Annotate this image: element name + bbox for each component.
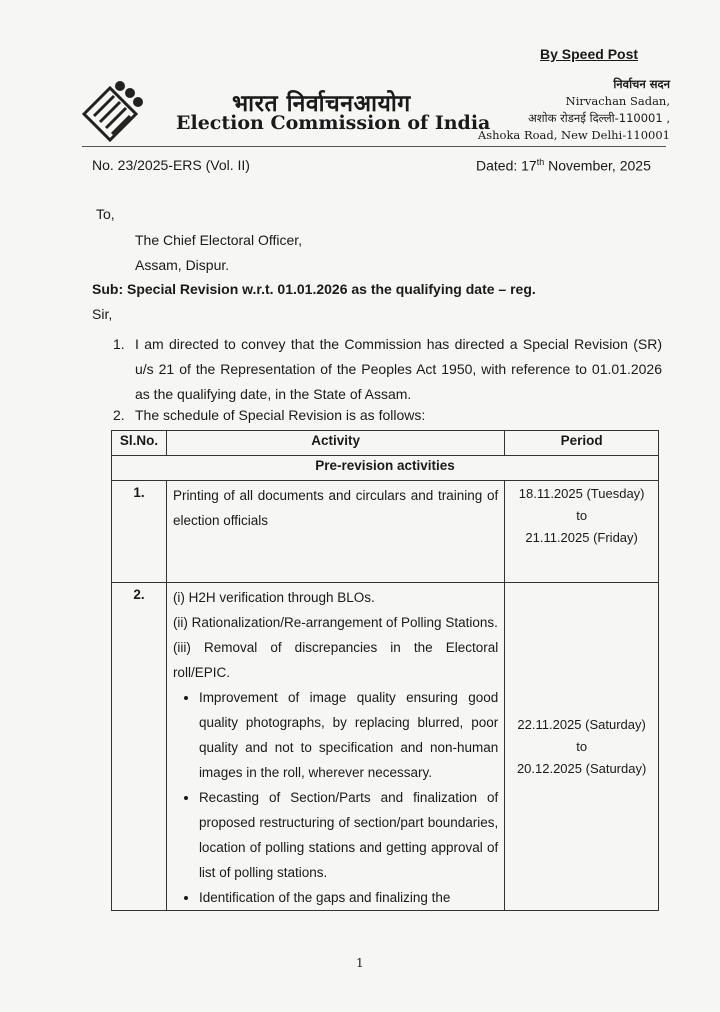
row-1-period-to: to [576,508,588,523]
row-1-activity: Printing of all documents and circulars and training of election officials [172,488,499,528]
para-2-text: The schedule of Special Revision is as follows: [135,407,426,423]
address-hindi-road: अशोक रोडनई दिल्ली-110001 , [528,111,670,125]
date-month-year: November, 2025 [544,157,651,174]
office-address [470,76,670,144]
header-period: Period [505,431,659,456]
table-header-row [112,431,659,456]
row-2-item-3: (iii) Removal of discrepancies in the Electoral roll/EPIC. [172,640,499,680]
recipient-line-1: The Chief Electoral Officer, [135,232,303,248]
address-hindi-name: निर्वाचन सदन [613,77,670,91]
recipient-line-2: Assam, Dispur. [135,257,230,273]
row-2-item-2: (ii) Rationalization/Re-arrangement of Polling Stations. [172,615,498,630]
list-item: • Recasting of Section/Parts and finalization of proposed restructuring of section/part boundaries, location of polling stations and getting approval of list of polling stations. [199,785,498,885]
header-activity: Activity [166,431,504,456]
row-2-activity-cell [166,583,504,911]
section-pre-revision: Pre-revision activities [112,456,659,481]
english-title: Election Commission of India [176,112,491,134]
address-english-name: Nirvachan Sadan, [565,94,670,108]
date-prefix: Dated: 17 [476,157,537,174]
table-row [112,583,659,911]
page-number: 1 [356,956,364,970]
list-item: • Improvement of image quality ensuring good quality photographs, by replacing blurred, poor quality and not to specification and non-human images in the roll, wherever necessary. [199,685,498,785]
para-1-text: I am directed to convey that the Commission has directed a Special Revision (SR) u/s 21 of the Representation of the Peoples Act 1950, with reference to 01.01.2026 as the qualifying date, in the State of Assam. [135,336,662,402]
speed-post-label: By Speed Post [540,46,639,62]
section-row [112,456,659,481]
list-item: • Identification of the gaps and finalizing the [199,885,498,910]
eci-logo-icon [80,74,146,144]
row-2-sl: 2. [112,583,167,911]
row-1-period-end: 21.11.2025 (Friday) [525,530,638,545]
row-1-activity-cell [166,481,504,583]
row-2-period-to: to [576,738,588,754]
reference-number: No. 23/2025-ERS (Vol. II) [92,157,250,173]
letter-date [476,157,651,174]
row-1-period [505,481,659,583]
row-2-period [505,583,659,911]
row-1-sl: 1. [112,481,167,583]
row-1-period-start: 18.11.2025 (Tuesday) [518,486,645,501]
to-label: To, [96,206,115,222]
row-2-period-end: 20.12.2025 (Saturday) [516,760,647,776]
para-2-number: 2. [113,407,125,423]
address-english-road: Ashoka Road, New Delhi-110001 [477,128,670,142]
schedule-table [111,430,659,911]
date-suffix-sup: th [536,157,545,167]
row-2-item-1: (i) H2H verification through BLOs. [172,590,375,605]
para-1-number: 1. [113,336,125,352]
row-2-bullet-list [167,685,504,910]
salutation: Sir, [92,306,113,322]
table-row [112,481,659,583]
header-divider [82,146,666,147]
hindi-title: भारत निर्वाचनआयोग [232,91,411,117]
row-2-period-start: 22.11.2025 (Saturday) [517,716,646,732]
subject-line: Sub: Special Revision w.r.t. 01.01.2026 as the qualifying date – reg. [92,281,536,297]
header-sl-no: Sl.No. [112,431,167,456]
